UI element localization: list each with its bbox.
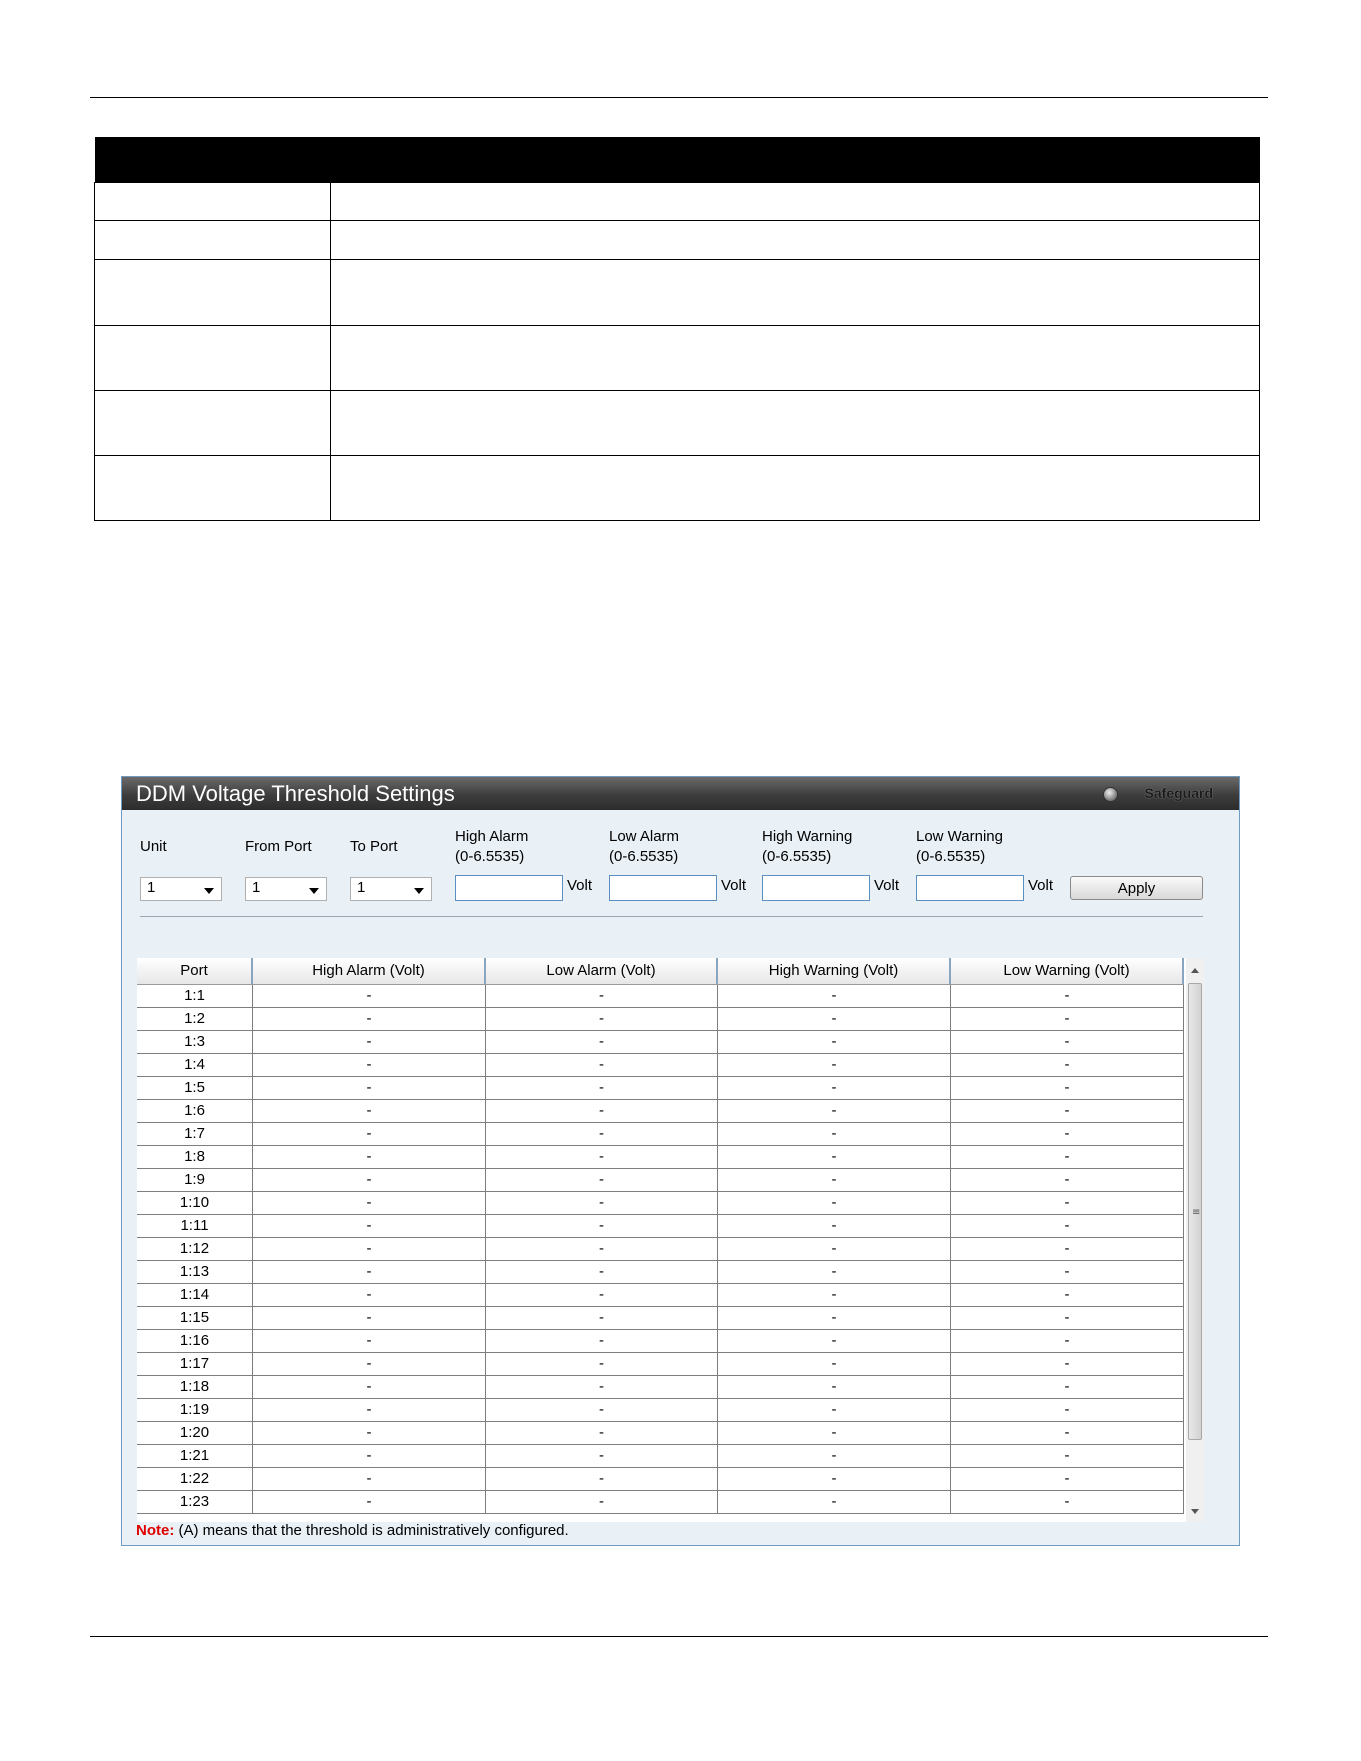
table-row[interactable] bbox=[137, 1353, 1184, 1376]
scrollbar-thumb[interactable] bbox=[1188, 983, 1202, 1440]
low-warning-cell: - bbox=[951, 1123, 1184, 1145]
low-alarm-cell: - bbox=[486, 1192, 718, 1214]
low-alarm-cell: - bbox=[486, 1376, 718, 1398]
low-warning-cell: - bbox=[951, 1445, 1184, 1467]
table-row[interactable] bbox=[137, 1100, 1184, 1123]
low-warning-cell: - bbox=[951, 1031, 1184, 1053]
port-cell: 1:21 bbox=[137, 1445, 253, 1467]
high-warning-cell: - bbox=[718, 1307, 951, 1329]
port-cell: 1:8 bbox=[137, 1146, 253, 1168]
low-alarm-range: (0-6.5535) bbox=[609, 848, 679, 865]
low-warning-cell: - bbox=[951, 1330, 1184, 1352]
high-alarm-cell: - bbox=[253, 1077, 486, 1099]
high-warning-cell: - bbox=[718, 1445, 951, 1467]
safeguard-status-icon bbox=[1103, 787, 1118, 802]
low-warning-cell: - bbox=[951, 1100, 1184, 1122]
table-row[interactable] bbox=[137, 1192, 1184, 1215]
high-warning-input[interactable] bbox=[762, 875, 870, 901]
port-cell: 1:1 bbox=[137, 985, 253, 1007]
high-warning-cell: - bbox=[718, 1238, 951, 1260]
column-header-low-alarm[interactable]: Low Alarm (Volt) bbox=[486, 958, 718, 984]
low-alarm-cell: - bbox=[486, 1008, 718, 1030]
high-warning-cell: - bbox=[718, 1169, 951, 1191]
high-warning-cell: - bbox=[718, 1422, 951, 1444]
low-warning-cell: - bbox=[951, 1192, 1184, 1214]
low-alarm-cell: - bbox=[486, 1146, 718, 1168]
table-row[interactable] bbox=[137, 1215, 1184, 1238]
low-alarm-cell: - bbox=[486, 1077, 718, 1099]
table-row[interactable] bbox=[137, 1468, 1184, 1491]
high-alarm-cell: - bbox=[253, 1238, 486, 1260]
low-alarm-input[interactable] bbox=[609, 875, 717, 901]
high-alarm-cell: - bbox=[253, 1376, 486, 1398]
low-alarm-cell: - bbox=[486, 1330, 718, 1352]
column-header-low-warning[interactable]: Low Warning (Volt) bbox=[951, 958, 1184, 984]
from-port-label: From Port bbox=[245, 838, 312, 855]
low-alarm-cell: - bbox=[486, 1169, 718, 1191]
low-warning-cell: - bbox=[951, 1376, 1184, 1398]
table-row[interactable] bbox=[137, 1077, 1184, 1100]
table-row[interactable] bbox=[137, 1261, 1184, 1284]
safeguard-label: Safeguard bbox=[1144, 785, 1213, 801]
parameter-description-table bbox=[94, 137, 1260, 521]
low-warning-cell: - bbox=[951, 1008, 1184, 1030]
high-warning-cell: - bbox=[718, 1399, 951, 1421]
low-warning-cell: - bbox=[951, 1468, 1184, 1490]
port-cell: 1:16 bbox=[137, 1330, 253, 1352]
low-alarm-cell: - bbox=[486, 1468, 718, 1490]
low-warning-cell: - bbox=[951, 1399, 1184, 1421]
port-cell: 1:9 bbox=[137, 1169, 253, 1191]
low-alarm-cell: - bbox=[486, 1238, 718, 1260]
chevron-down-icon bbox=[204, 888, 214, 894]
port-cell: 1:10 bbox=[137, 1192, 253, 1214]
high-alarm-cell: - bbox=[253, 1353, 486, 1375]
column-header-high-warning[interactable]: High Warning (Volt) bbox=[718, 958, 951, 984]
unit-select-value: 1 bbox=[147, 879, 156, 896]
table-row bbox=[95, 456, 1260, 521]
threshold-table bbox=[137, 958, 1204, 1522]
high-alarm-cell: - bbox=[253, 1491, 486, 1513]
high-warning-cell: - bbox=[718, 1077, 951, 1099]
from-port-select[interactable] bbox=[245, 877, 327, 901]
vertical-scrollbar[interactable] bbox=[1186, 958, 1204, 1522]
port-cell: 1:23 bbox=[137, 1491, 253, 1513]
note-text: (A) means that the threshold is administratively configured. bbox=[174, 1522, 569, 1539]
port-cell: 1:13 bbox=[137, 1261, 253, 1283]
high-warning-cell: - bbox=[718, 1215, 951, 1237]
high-warning-cell: - bbox=[718, 1100, 951, 1122]
table-row[interactable] bbox=[137, 1284, 1184, 1307]
port-cell: 1:15 bbox=[137, 1307, 253, 1329]
port-cell: 1:18 bbox=[137, 1376, 253, 1398]
high-warning-cell: - bbox=[718, 1353, 951, 1375]
high-alarm-cell: - bbox=[253, 1468, 486, 1490]
low-warning-cell: - bbox=[951, 1307, 1184, 1329]
low-alarm-cell: - bbox=[486, 985, 718, 1007]
table-row[interactable] bbox=[137, 1146, 1184, 1169]
low-alarm-cell: - bbox=[486, 1353, 718, 1375]
high-alarm-cell: - bbox=[253, 1123, 486, 1145]
port-cell: 1:17 bbox=[137, 1353, 253, 1375]
low-warning-cell: - bbox=[951, 1353, 1184, 1375]
table-row[interactable] bbox=[137, 1491, 1184, 1514]
port-cell: 1:19 bbox=[137, 1399, 253, 1421]
apply-button[interactable]: Apply bbox=[1070, 876, 1203, 900]
low-warning-cell: - bbox=[951, 1491, 1184, 1513]
high-warning-cell: - bbox=[718, 1284, 951, 1306]
table-row[interactable] bbox=[137, 1123, 1184, 1146]
table-row bbox=[95, 221, 1260, 260]
high-alarm-cell: - bbox=[253, 1054, 486, 1076]
table-row[interactable] bbox=[137, 1169, 1184, 1192]
high-warning-range: (0-6.5535) bbox=[762, 848, 832, 865]
low-alarm-cell: - bbox=[486, 1491, 718, 1513]
high-alarm-cell: - bbox=[253, 1100, 486, 1122]
port-cell: 1:5 bbox=[137, 1077, 253, 1099]
high-warning-cell: - bbox=[718, 1376, 951, 1398]
low-warning-label: Low Warning bbox=[916, 828, 1003, 845]
table-row[interactable] bbox=[137, 1031, 1184, 1054]
high-alarm-cell: - bbox=[253, 1261, 486, 1283]
low-alarm-cell: - bbox=[486, 1422, 718, 1444]
high-alarm-cell: - bbox=[253, 985, 486, 1007]
high-alarm-cell: - bbox=[253, 1399, 486, 1421]
high-warning-cell: - bbox=[718, 1330, 951, 1352]
port-cell: 1:14 bbox=[137, 1284, 253, 1306]
scroll-up-icon[interactable] bbox=[1191, 968, 1199, 973]
header-rule bbox=[90, 97, 1268, 98]
to-port-select-value: 1 bbox=[357, 879, 366, 896]
low-alarm-cell: - bbox=[486, 1445, 718, 1467]
low-warning-cell: - bbox=[951, 1422, 1184, 1444]
low-warning-input[interactable] bbox=[916, 875, 1024, 901]
high-warning-unit: Volt bbox=[874, 877, 900, 894]
table-row[interactable] bbox=[137, 1330, 1184, 1353]
low-alarm-cell: - bbox=[486, 1307, 718, 1329]
footer-rule bbox=[90, 1636, 1268, 1637]
table-row[interactable] bbox=[137, 1399, 1184, 1422]
low-alarm-cell: - bbox=[486, 1261, 718, 1283]
table-row[interactable] bbox=[137, 1307, 1184, 1330]
table-body bbox=[137, 985, 1184, 1514]
table-row[interactable] bbox=[137, 985, 1184, 1008]
low-warning-range: (0-6.5535) bbox=[916, 848, 986, 865]
high-alarm-unit: Volt bbox=[567, 877, 593, 894]
scroll-down-icon[interactable] bbox=[1191, 1509, 1199, 1514]
footnote bbox=[136, 1522, 569, 1539]
high-alarm-cell: - bbox=[253, 1146, 486, 1168]
low-warning-cell: - bbox=[951, 1169, 1184, 1191]
port-cell: 1:2 bbox=[137, 1008, 253, 1030]
high-warning-cell: - bbox=[718, 1491, 951, 1513]
port-cell: 1:7 bbox=[137, 1123, 253, 1145]
high-alarm-cell: - bbox=[253, 1031, 486, 1053]
high-alarm-cell: - bbox=[253, 1169, 486, 1191]
high-warning-cell: - bbox=[718, 1146, 951, 1168]
high-alarm-cell: - bbox=[253, 1008, 486, 1030]
low-alarm-cell: - bbox=[486, 1284, 718, 1306]
low-warning-cell: - bbox=[951, 1077, 1184, 1099]
low-alarm-cell: - bbox=[486, 1215, 718, 1237]
table-row[interactable] bbox=[137, 1376, 1184, 1399]
high-alarm-cell: - bbox=[253, 1445, 486, 1467]
table-row[interactable] bbox=[137, 1422, 1184, 1445]
to-port-select[interactable] bbox=[350, 877, 432, 901]
low-alarm-cell: - bbox=[486, 1100, 718, 1122]
grip-icon: ≡ bbox=[1192, 1207, 1201, 1218]
note-label: Note: bbox=[136, 1522, 175, 1539]
table-row bbox=[95, 183, 1260, 221]
low-alarm-cell: - bbox=[486, 1031, 718, 1053]
high-warning-cell: - bbox=[718, 1192, 951, 1214]
low-warning-cell: - bbox=[951, 1238, 1184, 1260]
high-alarm-cell: - bbox=[253, 1192, 486, 1214]
port-cell: 1:12 bbox=[137, 1238, 253, 1260]
high-warning-cell: - bbox=[718, 1123, 951, 1145]
low-warning-cell: - bbox=[951, 985, 1184, 1007]
low-warning-cell: - bbox=[951, 1261, 1184, 1283]
table-row bbox=[95, 326, 1260, 391]
table-header bbox=[137, 958, 1184, 985]
low-alarm-unit: Volt bbox=[721, 877, 747, 894]
unit-label: Unit bbox=[140, 838, 167, 855]
high-alarm-cell: - bbox=[253, 1330, 486, 1352]
high-alarm-cell: - bbox=[253, 1422, 486, 1444]
high-warning-cell: - bbox=[718, 1261, 951, 1283]
high-alarm-input[interactable] bbox=[455, 875, 563, 901]
port-cell: 1:22 bbox=[137, 1468, 253, 1490]
port-cell: 1:6 bbox=[137, 1100, 253, 1122]
port-cell: 1:11 bbox=[137, 1215, 253, 1237]
port-cell: 1:4 bbox=[137, 1054, 253, 1076]
panel-title: DDM Voltage Threshold Settings bbox=[136, 781, 455, 806]
column-header-high-alarm[interactable]: High Alarm (Volt) bbox=[253, 958, 486, 984]
high-warning-cell: - bbox=[718, 1054, 951, 1076]
low-warning-cell: - bbox=[951, 1215, 1184, 1237]
high-warning-cell: - bbox=[718, 1008, 951, 1030]
chevron-down-icon bbox=[309, 888, 319, 894]
port-cell: 1:3 bbox=[137, 1031, 253, 1053]
column-header-port[interactable]: Port bbox=[137, 958, 253, 984]
table-row[interactable] bbox=[137, 1238, 1184, 1261]
form-separator bbox=[140, 916, 1203, 917]
high-alarm-range: (0-6.5535) bbox=[455, 848, 525, 865]
low-warning-unit: Volt bbox=[1028, 877, 1054, 894]
high-alarm-cell: - bbox=[253, 1307, 486, 1329]
low-alarm-cell: - bbox=[486, 1123, 718, 1145]
table-header-row bbox=[95, 137, 1260, 183]
ddm-voltage-panel bbox=[121, 776, 1240, 1546]
unit-select[interactable] bbox=[140, 877, 222, 901]
table-row bbox=[95, 260, 1260, 326]
chevron-down-icon bbox=[414, 888, 424, 894]
low-warning-cell: - bbox=[951, 1284, 1184, 1306]
table-row bbox=[95, 391, 1260, 456]
low-alarm-label: Low Alarm bbox=[609, 828, 680, 845]
to-port-label: To Port bbox=[350, 838, 398, 855]
low-warning-cell: - bbox=[951, 1146, 1184, 1168]
low-warning-cell: - bbox=[951, 1054, 1184, 1076]
high-warning-cell: - bbox=[718, 1031, 951, 1053]
table-row[interactable] bbox=[137, 1008, 1184, 1031]
table-row[interactable] bbox=[137, 1054, 1184, 1077]
high-warning-label: High Warning bbox=[762, 828, 853, 845]
high-alarm-cell: - bbox=[253, 1284, 486, 1306]
low-alarm-cell: - bbox=[486, 1399, 718, 1421]
high-warning-cell: - bbox=[718, 985, 951, 1007]
panel-titlebar bbox=[122, 777, 1239, 810]
high-warning-cell: - bbox=[718, 1468, 951, 1490]
table-row[interactable] bbox=[137, 1445, 1184, 1468]
high-alarm-cell: - bbox=[253, 1215, 486, 1237]
from-port-select-value: 1 bbox=[252, 879, 261, 896]
port-cell: 1:20 bbox=[137, 1422, 253, 1444]
high-alarm-label: High Alarm bbox=[455, 828, 529, 845]
low-alarm-cell: - bbox=[486, 1054, 718, 1076]
